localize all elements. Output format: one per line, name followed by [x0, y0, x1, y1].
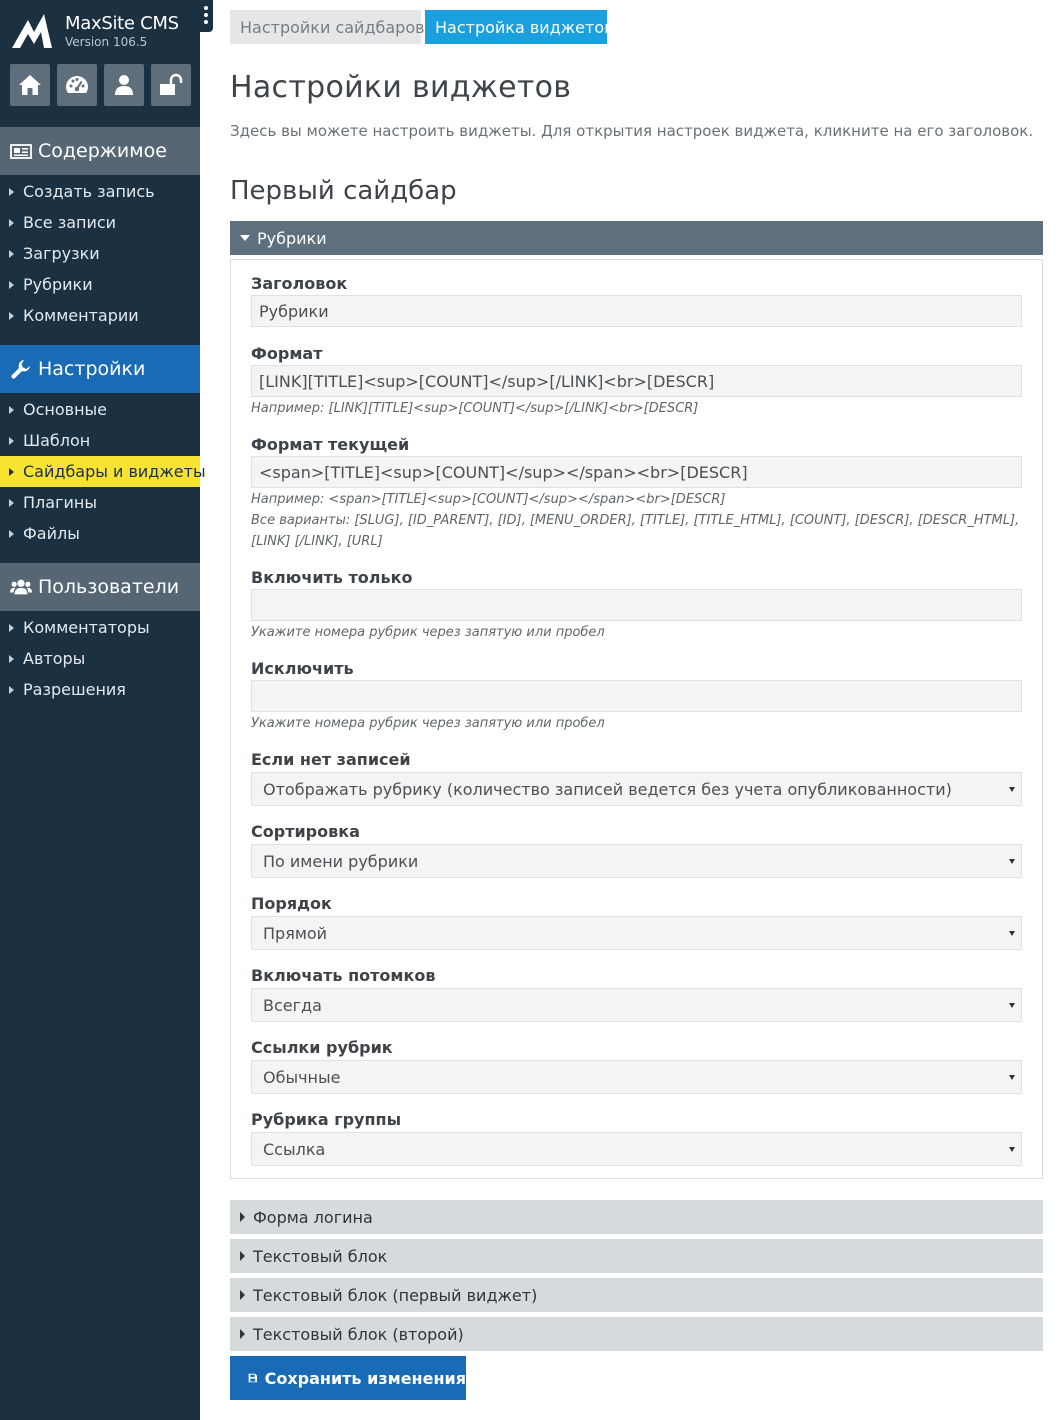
quick-actions [10, 64, 190, 106]
widget-header-text-block-second[interactable] [230, 1317, 1043, 1351]
section-content[interactable] [0, 127, 200, 175]
format-hint: Например: [LINK][TITLE]<sup>[COUNT]</sup>[/LINK]<br>[DESCR] [251, 401, 699, 416]
caret-down-icon [240, 235, 250, 241]
newspaper-icon [10, 140, 32, 162]
widget-title: Форма логина [253, 1207, 373, 1227]
brand-name: MaxSite CMS [65, 13, 179, 34]
nav-item-comments[interactable] [0, 300, 200, 331]
field-label-format-current: Формат текущей [251, 435, 410, 454]
field-label-exclude: Исключить [251, 659, 354, 678]
field-label-header: Заголовок [251, 274, 348, 293]
sidebar-section-title: Первый сайдбар [230, 176, 457, 206]
admin-sidebar [0, 0, 206, 1420]
tab-sidebar-settings[interactable]: Настройки сайдбаров [230, 10, 421, 44]
nav-item-general[interactable] [0, 394, 200, 425]
wrench-icon [10, 358, 32, 380]
logout-button[interactable] [151, 64, 191, 106]
nav-item-sidebars-widgets[interactable] [0, 456, 206, 487]
users-icon [10, 576, 32, 598]
order-select[interactable] [251, 916, 1022, 950]
brand-version: Version 106.5 [65, 35, 148, 49]
nav-label: Шаблон [23, 431, 91, 450]
caret-right-icon [240, 1251, 245, 1261]
field-label-order: Порядок [251, 894, 332, 913]
content-nav [0, 176, 200, 331]
select-value: Отображать рубрику (количество записей ведется без учета опубликованности) [263, 779, 952, 799]
include-children-select[interactable] [251, 988, 1022, 1022]
home-icon [17, 72, 43, 98]
dashboard-button[interactable] [57, 64, 97, 106]
page-description: Здесь вы можете настроить виджеты. Для открытия настроек виджета, кликните на его заголовок. [230, 122, 1034, 140]
select-arrow-icon [1009, 859, 1015, 864]
user-icon [111, 72, 137, 98]
caret-right-icon [240, 1290, 245, 1300]
save-button[interactable] [230, 1356, 466, 1400]
nav-label: Загрузки [23, 244, 100, 263]
if-no-posts-select[interactable] [251, 772, 1022, 806]
nav-label: Комментаторы [23, 618, 150, 637]
nav-item-uploads[interactable] [0, 238, 200, 269]
save-icon [248, 1370, 258, 1386]
select-arrow-icon [1009, 1147, 1015, 1152]
widget-title: Текстовый блок (второй) [253, 1324, 464, 1344]
nav-label: Все записи [23, 213, 117, 232]
page-title: Настройки виджетов [230, 70, 572, 105]
nav-item-all-posts[interactable] [0, 207, 200, 238]
select-value: Обычные [263, 1067, 341, 1087]
group-category-select[interactable] [251, 1132, 1022, 1166]
unlock-icon [158, 72, 184, 98]
nav-label: Рубрики [23, 275, 93, 294]
nav-label: Авторы [23, 649, 86, 668]
widget-header-categories[interactable] [230, 221, 1043, 255]
field-label-group-category: Рубрика группы [251, 1110, 402, 1129]
select-arrow-icon [1009, 1003, 1015, 1008]
widget-title: Текстовый блок (первый виджет) [253, 1285, 538, 1305]
select-arrow-icon [1009, 1075, 1015, 1080]
select-arrow-icon [1009, 787, 1015, 792]
nav-label: Сайдбары и виджеты [23, 462, 206, 481]
nav-item-categories[interactable] [0, 269, 200, 300]
tab-widget-settings[interactable]: Настройка виджетов [425, 10, 607, 44]
select-value: Всегда [263, 995, 322, 1015]
nav-item-create-post[interactable] [0, 176, 200, 207]
format-input[interactable]: [LINK][TITLE]<sup>[COUNT]</sup>[/LINK]<br>[DESCR] [251, 365, 1022, 397]
nav-item-template[interactable] [0, 425, 200, 456]
brand[interactable] [10, 12, 200, 52]
section-settings[interactable] [0, 345, 200, 393]
widget-header-login-form[interactable] [230, 1200, 1043, 1234]
widget-form [230, 259, 1043, 1179]
nav-item-plugins[interactable] [0, 487, 200, 518]
select-arrow-icon [1009, 931, 1015, 936]
nav-label: Плагины [23, 493, 97, 512]
users-nav [0, 612, 200, 705]
save-label: Сохранить изменения [264, 1368, 466, 1388]
field-label-if-no-posts: Если нет записей [251, 750, 411, 769]
nav-label: Комментарии [23, 306, 139, 325]
main-content [230, 0, 1043, 1420]
section-title: Содержимое [38, 140, 167, 162]
settings-nav [0, 394, 206, 549]
widget-header-text-block[interactable] [230, 1239, 1043, 1273]
widget-title: Рубрики [257, 228, 327, 248]
field-label-format: Формат [251, 344, 323, 363]
section-title: Пользователи [38, 576, 180, 598]
caret-right-icon [240, 1212, 245, 1222]
exclude-input[interactable] [251, 680, 1022, 712]
dashboard-icon [64, 72, 90, 98]
exclude-hint: Укажите номера рубрик через запятую или пробел [251, 716, 605, 731]
nav-label: Создать запись [23, 182, 155, 201]
select-value: По имени рубрики [263, 851, 419, 871]
field-label-category-links: Ссылки рубрик [251, 1038, 393, 1057]
maxsite-logo-icon [10, 12, 54, 50]
category-links-select[interactable] [251, 1060, 1022, 1094]
include-only-input[interactable] [251, 589, 1022, 621]
format-current-input[interactable]: <span>[TITLE]<sup>[COUNT]</sup></span><br>[DESCR] [251, 456, 1022, 488]
include-only-hint: Укажите номера рубрик через запятую или пробел [251, 625, 605, 640]
nav-label: Файлы [23, 524, 80, 543]
field-label-include-only: Включить только [251, 568, 413, 587]
sidebar-menu-toggle[interactable] [200, 0, 213, 32]
profile-button[interactable] [104, 64, 144, 106]
caret-right-icon [240, 1329, 245, 1339]
nav-label: Разрешения [23, 680, 126, 699]
home-button[interactable] [10, 64, 50, 106]
nav-label: Основные [23, 400, 108, 419]
format-current-hint: Например: <span>[TITLE]<sup>[COUNT]</sup></span><br>[DESCR] [251, 492, 726, 507]
nav-item-files[interactable] [0, 518, 200, 549]
select-value: Ссылка [263, 1139, 326, 1159]
widget-header-text-block-first[interactable] [230, 1278, 1043, 1312]
section-title: Настройки [38, 358, 146, 380]
nav-item-permissions[interactable] [0, 674, 200, 705]
nav-item-commenters[interactable] [0, 612, 200, 643]
format-current-variants: Все варианты: [SLUG], [ID_PARENT], [ID], [MENU_ORDER], [TITLE], [TITLE_HTML], [COUNT], [DESCR], [DESCR_HTML], [LINK] [/LINK], [URL] [251, 513, 1020, 549]
section-users[interactable] [0, 563, 200, 611]
header-input[interactable]: Рубрики [251, 295, 1022, 327]
widget-title: Текстовый блок [253, 1246, 388, 1266]
field-label-include-children: Включать потомков [251, 966, 436, 985]
select-value: Прямой [263, 923, 328, 943]
nav-item-authors[interactable] [0, 643, 200, 674]
sort-select[interactable] [251, 844, 1022, 878]
field-label-sort: Сортировка [251, 822, 360, 841]
